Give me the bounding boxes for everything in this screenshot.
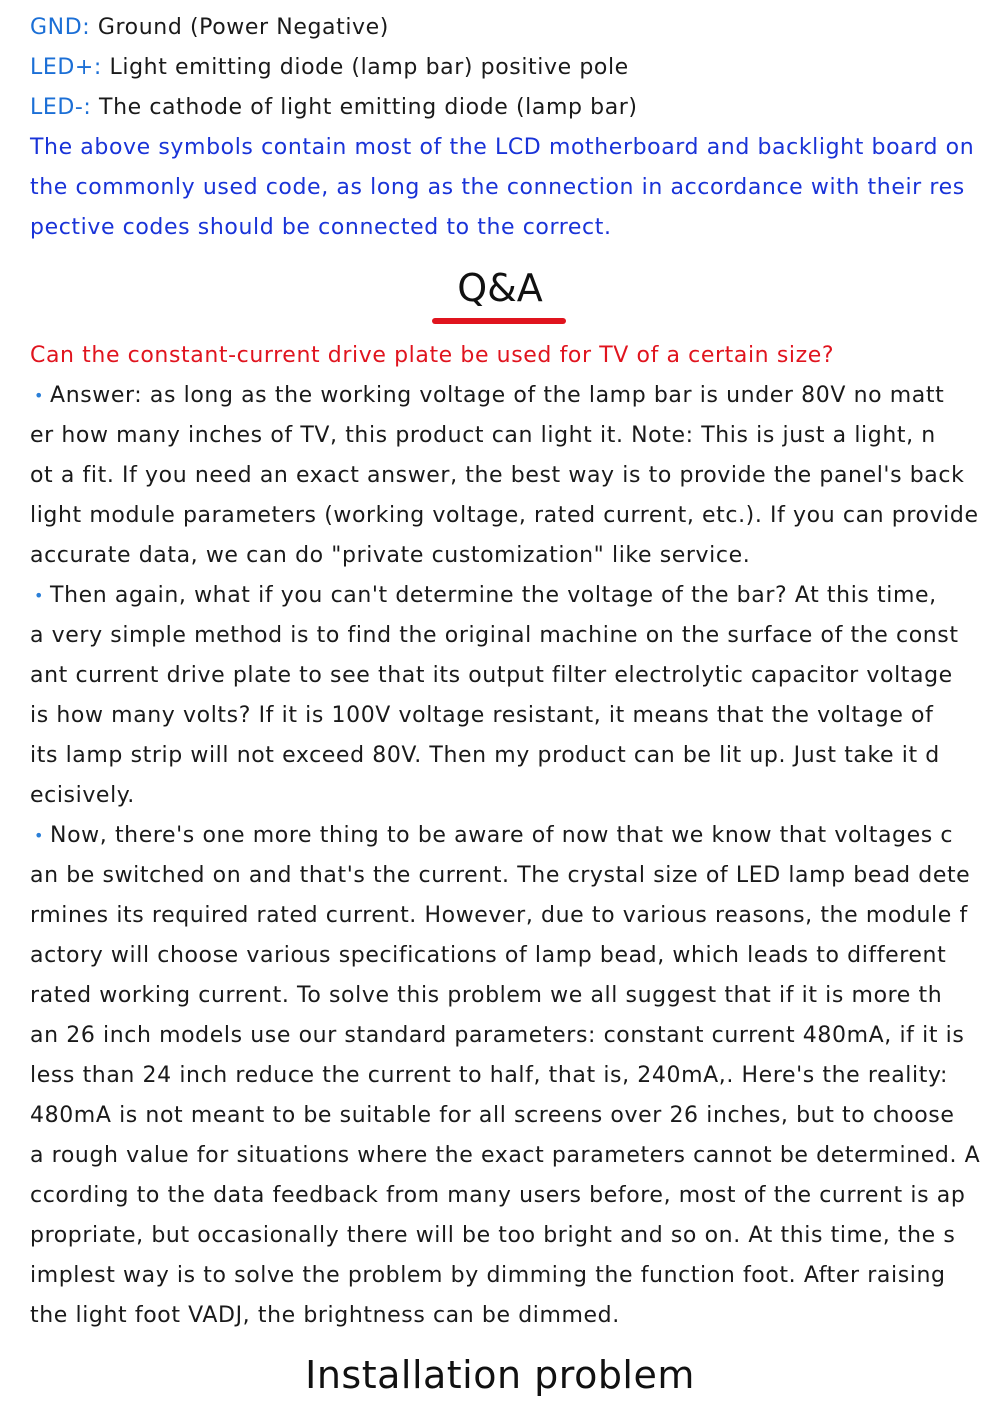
answer-line-text: ot a fit. If you need an exact answer, the best way is to provide the panel's back: [30, 463, 965, 488]
definition-led-plus: [30, 48, 974, 88]
answer-line-text: light module parameters (working voltage, rated current, etc.). If you can provide: [30, 503, 979, 528]
definition-key: GND:: [30, 15, 91, 40]
answer-line: [30, 936, 980, 976]
bullet-dot-icon: •: [34, 586, 45, 605]
answer-line-text: ecisively.: [30, 783, 135, 808]
installation-heading: Installation problem: [305, 1353, 695, 1397]
answer-line-text: actory will choose various specifications of lamp bead, which leads to different: [30, 943, 947, 968]
answer-line: [30, 1296, 980, 1336]
answer-line: [30, 1096, 980, 1136]
answer-line: [30, 896, 980, 936]
answer-line-text: the light foot VADJ, the brightness can be dimmed.: [30, 1303, 620, 1328]
answer-line: [30, 576, 980, 616]
definitions-section: [30, 8, 974, 248]
answer-line: [30, 736, 980, 776]
answer-line-text: rated working current. To solve this problem we all suggest that if it is more th: [30, 983, 943, 1008]
answer-line: [30, 976, 980, 1016]
answer-line-text: a very simple method is to find the original machine on the surface of the const: [30, 623, 959, 648]
answer-line: [30, 776, 980, 816]
definition-text: Ground (Power Negative): [90, 15, 389, 40]
answer-line: [30, 816, 980, 856]
answer-line-text: implest way is to solve the problem by dimming the function foot. After raising: [30, 1263, 946, 1288]
answer-line-text: an 26 inch models use our standard parameters: constant current 480mA, if it is: [30, 1023, 965, 1048]
answer-line-text: Now, there's one more thing to be aware of now that we know that voltages c: [50, 823, 954, 848]
answer-line-text: Then again, what if you can't determine the voltage of the bar? At this time,: [50, 583, 937, 608]
definition-text: Light emitting diode (lamp bar) positive pole: [101, 55, 629, 80]
answer-line: [30, 1256, 980, 1296]
answer-line-text: is how many volts? If it is 100V voltage resistant, it means that the voltage of: [30, 703, 934, 728]
answer-line-text: Answer: as long as the working voltage of the lamp bar is under 80V no matt: [50, 383, 945, 408]
question-text: Can the constant-current drive plate be used for TV of a certain size?: [30, 343, 835, 368]
answer-line: [30, 856, 980, 896]
answer-line-text: rmines its required rated current. However, due to various reasons, the module f: [30, 903, 968, 928]
definition-text: The cathode of light emitting diode (lamp bar): [91, 95, 638, 120]
definition-key: LED-:: [30, 95, 92, 120]
answer-body: [30, 376, 980, 1336]
answer-line-text: 480mA is not meant to be suitable for all screens over 26 inches, but to choose: [30, 1103, 955, 1128]
answer-line-text: propriate, but occasionally there will be too bright and so on. At this time, the s: [30, 1223, 956, 1248]
answer-line: [30, 696, 980, 736]
definition-key: LED+:: [30, 55, 102, 80]
qa-section: [30, 336, 980, 1336]
answer-line-text: a rough value for situations where the exact parameters cannot be determined. A: [30, 1143, 981, 1168]
answer-line-text: less than 24 inch reduce the current to half, that is, 240mA,. Here's the reality:: [30, 1063, 948, 1088]
qa-heading-underline: [432, 318, 566, 324]
answer-line-text: accurate data, we can do "private customization" like service.: [30, 543, 751, 568]
definition-gnd: [30, 8, 974, 48]
answer-line: [30, 1016, 980, 1056]
answer-line-text: an be switched on and that's the current. The crystal size of LED lamp bead dete: [30, 863, 971, 888]
answer-line-text: ant current drive plate to see that its output filter electrolytic capacitor voltage: [30, 663, 953, 688]
bullet-dot-icon: •: [34, 826, 45, 845]
note-line: The above symbols contain most of the LCD motherboard and backlight board on: [30, 135, 975, 160]
answer-line: [30, 1176, 980, 1216]
answer-line: [30, 616, 980, 656]
note-line: the commonly used code, as long as the connection in accordance with their res: [30, 175, 965, 200]
answer-line: [30, 496, 980, 536]
note-line: pective codes should be connected to the correct.: [30, 215, 612, 240]
answer-line: [30, 416, 980, 456]
answer-line-text: er how many inches of TV, this product can light it. Note: This is just a light, n: [30, 423, 936, 448]
answer-line: [30, 456, 980, 496]
answer-line: [30, 1056, 980, 1096]
answer-line-text: ccording to the data feedback from many users before, most of the current is ap: [30, 1183, 966, 1208]
definition-led-minus: [30, 88, 974, 128]
answer-line: [30, 1136, 980, 1176]
answer-line-text: its lamp strip will not exceed 80V. Then my product can be lit up. Just take it d: [30, 743, 940, 768]
qa-heading: Q&A: [457, 266, 543, 310]
answer-line: [30, 1216, 980, 1256]
answer-line: [30, 656, 980, 696]
answer-line: [30, 376, 980, 416]
answer-line: [30, 536, 980, 576]
bullet-dot-icon: •: [34, 386, 45, 405]
